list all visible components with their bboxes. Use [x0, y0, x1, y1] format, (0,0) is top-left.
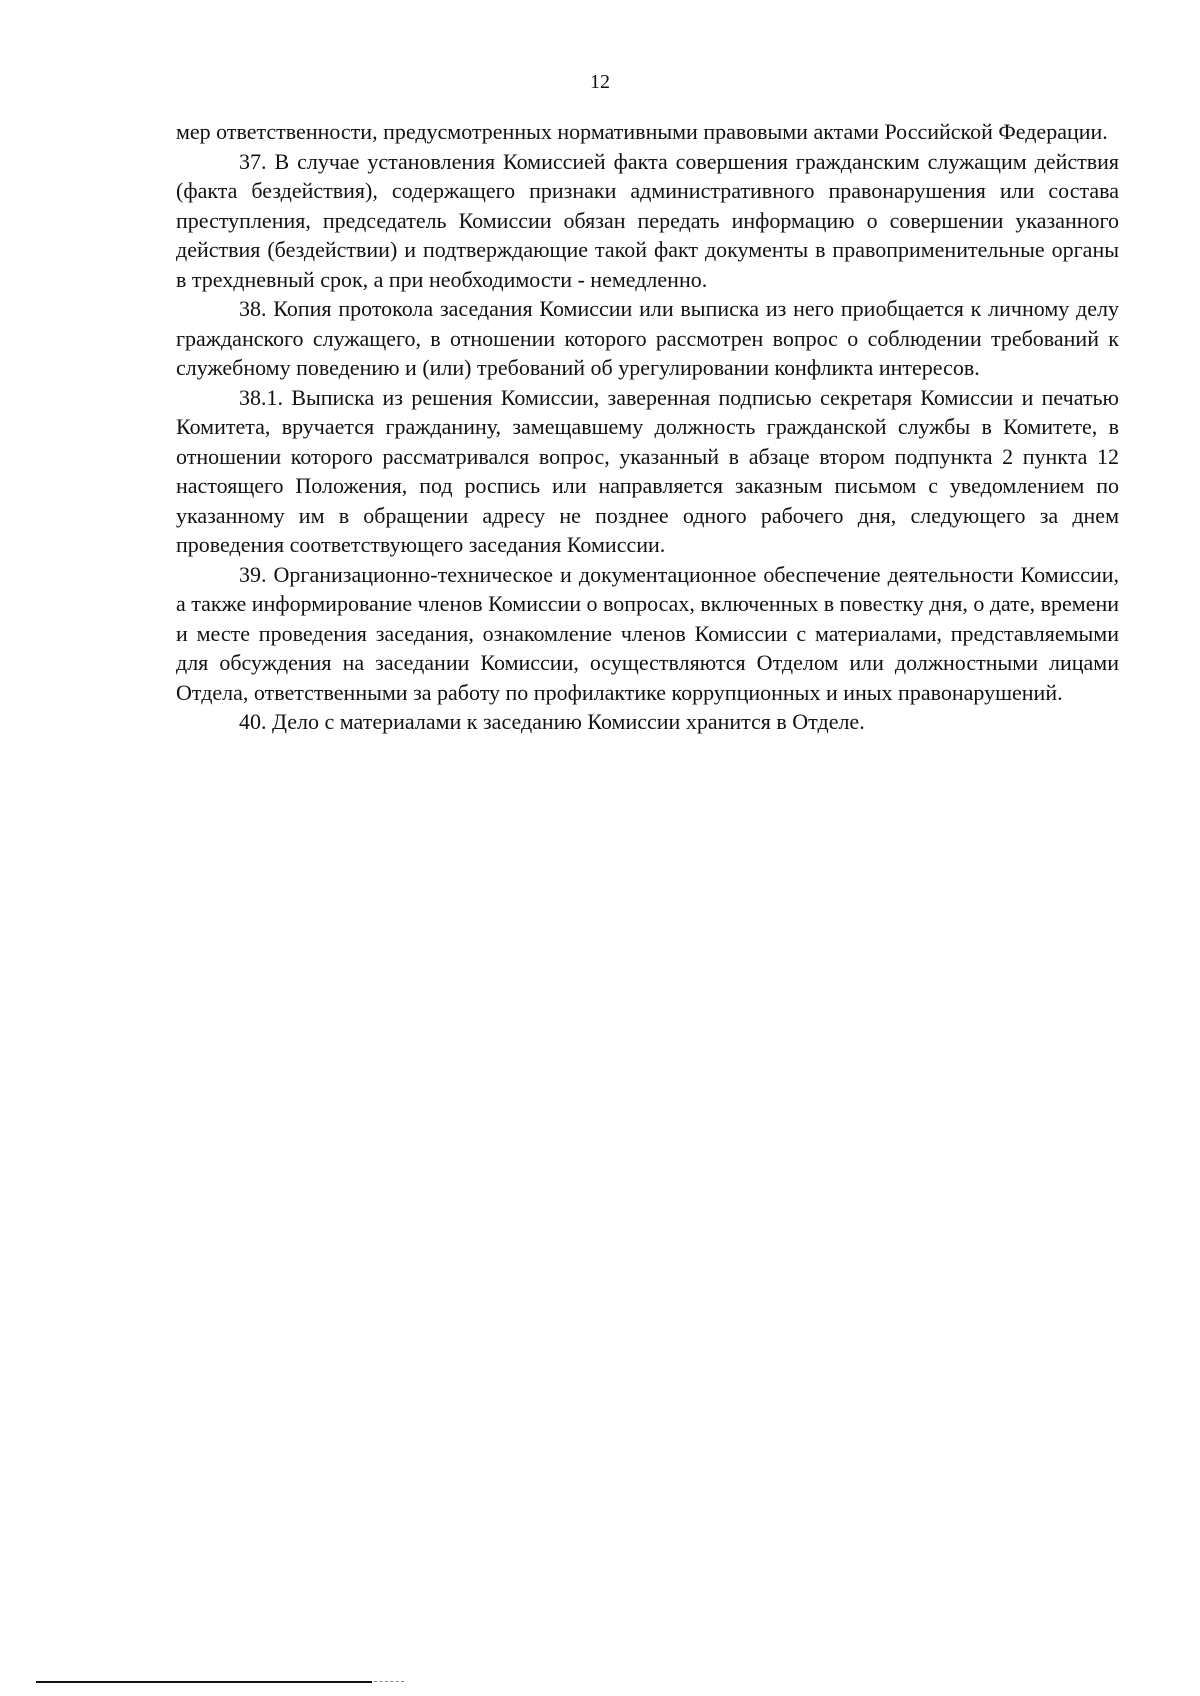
paragraph-37: 37. В случае установления Комиссией факта совершения гражданским служащим действия (факта бездействия), содержащего признаки административного правонарушения или состава преступления, председатель Комиссии обязан передать информацию о совершении указанного действия (бездействии) и подтверждающие такой факт документы в правоприменительные органы в трехдневный срок, а при необходимости - немедленно.: [176, 148, 1119, 292]
paragraph-38: 38. Копия протокола заседания Комиссии или выписка из него приобщается к личному делу гражданского служащего, в отношении которого рассмотрен вопрос о соблюдении требований к служебному поведению и (или) требований об урегулировании конфликта интересов.: [176, 296, 1119, 380]
document-body: [176, 117, 1119, 737]
paragraph-continuation: мер ответственности, предусмотренных нормативными правовыми актами Российской Федерации.: [176, 119, 1108, 144]
paragraph-38-1: 38.1. Выписка из решения Комиссии, заверенная подписью секретаря Комиссии и печатью Комитета, вручается гражданину, замещавшему должность гражданской службы в Комитете, в отношении которого рассматривался вопрос, указанный в абзаце втором подпункта 2 пункта 12 настоящего Положения, под роспись или направляется заказным письмом с уведомлением по указанному им в обращении адресу не позднее одного рабочего дня, следующего за днем проведения соответствующего заседания Комиссии.: [176, 384, 1119, 557]
paragraph-40: 40. Дело с материалами к заседанию Комиссии хранится в Отделе.: [239, 709, 865, 734]
footer-rule-tail: [374, 1681, 404, 1682]
page-number: 12: [590, 71, 610, 93]
paragraph-39: 39. Организационно-техническое и документационное обеспечение деятельности Комиссии, а также информирование членов Комиссии о вопросах, включенных в повестку дня, о дате, времени и месте проведения заседания, ознакомление членов Комиссии с материалами, представляемыми для обсуждения на заседании Комиссии, осуществляются Отделом или должностными лицами Отдела, ответственными за работу по профилактике коррупционных и иных правонарушений.: [176, 561, 1119, 705]
footer-rule: [36, 1681, 372, 1683]
